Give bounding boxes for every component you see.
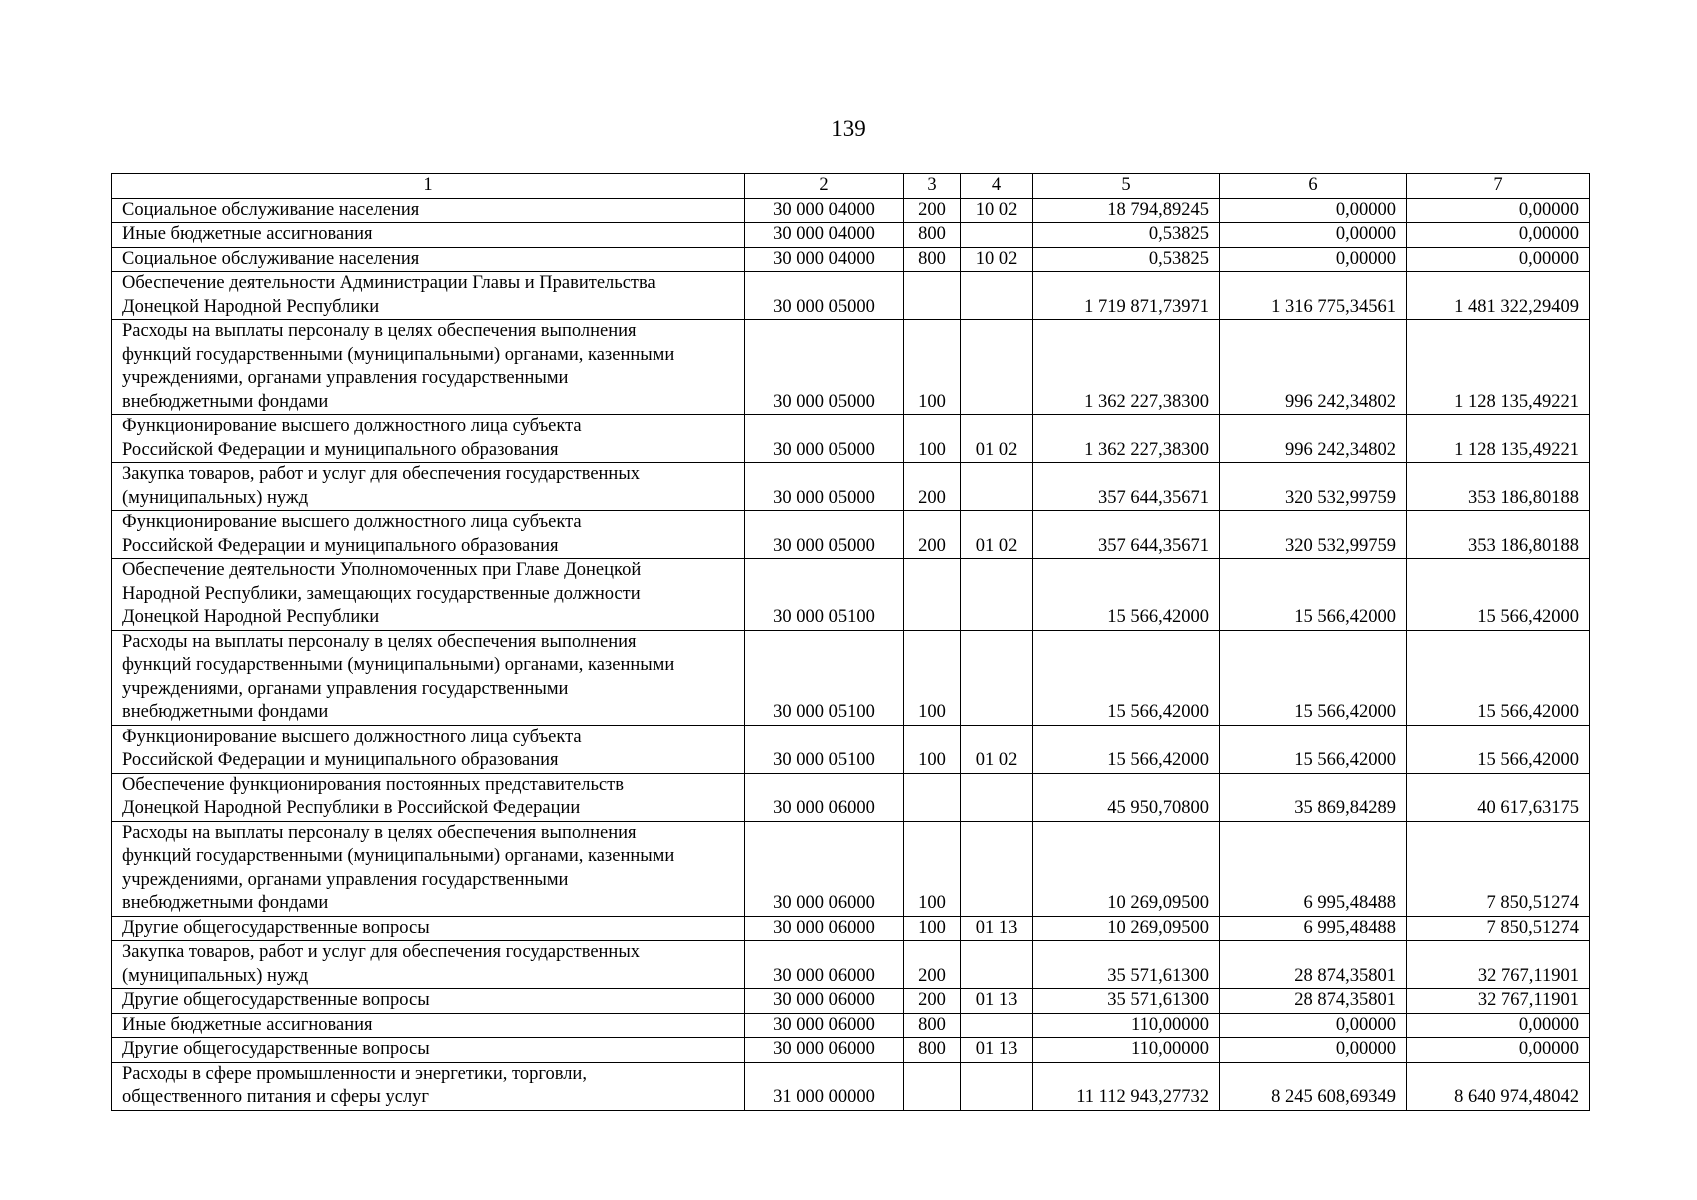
- amount-col5-cell: 45 950,70800: [1033, 773, 1220, 821]
- amount-col7-cell: 15 566,42000: [1407, 725, 1590, 773]
- section-code-cell: [961, 272, 1033, 320]
- amount-col6-cell: 28 874,35801: [1220, 941, 1407, 989]
- expense-type-cell: 100: [904, 916, 961, 941]
- target-code-cell: 30 000 05000: [745, 463, 904, 511]
- row-name-line: Обеспечение деятельности Уполномоченных при Главе Донецкой: [122, 560, 642, 580]
- amount-col5-cell: 1 362 227,38300: [1033, 320, 1220, 415]
- expense-type-cell: 100: [904, 415, 961, 463]
- expense-type-cell: 200: [904, 989, 961, 1014]
- row-name-cell: [112, 223, 745, 248]
- target-code-cell: 30 000 06000: [745, 1038, 904, 1063]
- expense-type-cell: 100: [904, 630, 961, 725]
- amount-col6-cell: 15 566,42000: [1220, 630, 1407, 725]
- amount-col7-cell: 0,00000: [1407, 223, 1590, 248]
- row-name-cell: [112, 989, 745, 1014]
- amount-col6-cell: 0,00000: [1220, 198, 1407, 223]
- amount-col7-cell: 15 566,42000: [1407, 559, 1590, 631]
- amount-col7-cell: 32 767,11901: [1407, 989, 1590, 1014]
- amount-col5-cell: 110,00000: [1033, 1038, 1220, 1063]
- table-row: [112, 1013, 1590, 1038]
- section-code-cell: [961, 630, 1033, 725]
- row-name-line: учреждениями, органами управления государственными: [122, 678, 569, 699]
- expense-type-cell: [904, 272, 961, 320]
- target-code-cell: 30 000 06000: [745, 773, 904, 821]
- amount-col6-cell: 0,00000: [1220, 223, 1407, 248]
- expense-type-cell: [904, 773, 961, 821]
- target-code-cell: 30 000 04000: [745, 198, 904, 223]
- target-code-cell: 30 000 04000: [745, 247, 904, 272]
- expense-type-cell: 100: [904, 821, 961, 916]
- row-name-cell: [112, 725, 745, 773]
- expense-type-cell: 800: [904, 223, 961, 248]
- expense-type-cell: 800: [904, 247, 961, 272]
- row-name-line: Народной Республики, замещающих государственные должности: [122, 583, 641, 604]
- column-number-row: [112, 174, 1590, 199]
- amount-col6-cell: 0,00000: [1220, 247, 1407, 272]
- amount-col5-cell: 35 571,61300: [1033, 989, 1220, 1014]
- section-code-cell: 01 13: [961, 1038, 1033, 1063]
- table-row: [112, 320, 1590, 415]
- row-name-cell: [112, 198, 745, 223]
- amount-col6-cell: 320 532,99759: [1220, 511, 1407, 559]
- row-name-cell: [112, 511, 745, 559]
- section-code-cell: [961, 559, 1033, 631]
- section-code-cell: 01 13: [961, 989, 1033, 1014]
- amount-col5-cell: 15 566,42000: [1033, 725, 1220, 773]
- row-name-cell: [112, 247, 745, 272]
- column-number-5: 5: [1033, 174, 1220, 199]
- amount-col6-cell: 996 242,34802: [1220, 320, 1407, 415]
- expense-type-cell: 200: [904, 198, 961, 223]
- column-number-2: 2: [745, 174, 904, 199]
- amount-col7-cell: 40 617,63175: [1407, 773, 1590, 821]
- row-name-line: Закупка товаров, работ и услуг для обеспечения государственных: [122, 942, 641, 962]
- amount-col7-cell: 8 640 974,48042: [1407, 1062, 1590, 1110]
- expense-type-cell: 800: [904, 1038, 961, 1063]
- row-name-line: Социальное обслуживание населения: [122, 248, 420, 269]
- amount-col7-cell: 1 128 135,49221: [1407, 320, 1590, 415]
- budget-table: [111, 173, 1590, 1111]
- target-code-cell: 30 000 05000: [745, 272, 904, 320]
- target-code-cell: 30 000 06000: [745, 989, 904, 1014]
- amount-col7-cell: 353 186,80188: [1407, 511, 1590, 559]
- section-code-cell: 10 02: [961, 198, 1033, 223]
- expense-type-cell: 100: [904, 725, 961, 773]
- amount-col5-cell: 10 269,09500: [1033, 821, 1220, 916]
- row-name-line: (муниципальных) нужд: [122, 487, 309, 508]
- table-row: [112, 821, 1590, 916]
- amount-col6-cell: 6 995,48488: [1220, 821, 1407, 916]
- amount-col5-cell: 357 644,35671: [1033, 511, 1220, 559]
- row-name-cell: [112, 630, 745, 725]
- expense-type-cell: 200: [904, 941, 961, 989]
- amount-col7-cell: 7 850,51274: [1407, 821, 1590, 916]
- amount-col6-cell: 320 532,99759: [1220, 463, 1407, 511]
- row-name-cell: [112, 941, 745, 989]
- row-name-line: Социальное обслуживание населения: [122, 199, 420, 220]
- row-name-line: Обеспечение функционирования постоянных представительств: [122, 774, 624, 795]
- row-name-line: Российской Федерации и муниципального образования: [122, 750, 559, 770]
- amount-col5-cell: 15 566,42000: [1033, 559, 1220, 631]
- section-code-cell: [961, 941, 1033, 989]
- amount-col7-cell: 1 128 135,49221: [1407, 415, 1590, 463]
- section-code-cell: 01 13: [961, 916, 1033, 941]
- row-name-line: Другие общегосударственные вопросы: [122, 990, 430, 1010]
- row-name-line: Расходы на выплаты персоналу в целях обеспечения выполнения: [122, 822, 637, 843]
- row-name-cell: [112, 1013, 745, 1038]
- column-number-3: 3: [904, 174, 961, 199]
- row-name-line: учреждениями, органами управления государственными: [122, 368, 569, 388]
- column-number-7: 7: [1407, 174, 1590, 199]
- row-name-cell: [112, 559, 745, 631]
- target-code-cell: 30 000 06000: [745, 941, 904, 989]
- row-name-line: Расходы на выплаты персоналу в целях обеспечения выполнения: [122, 631, 637, 652]
- section-code-cell: [961, 463, 1033, 511]
- column-number-1: 1: [112, 174, 745, 199]
- amount-col7-cell: 353 186,80188: [1407, 463, 1590, 511]
- section-code-cell: 10 02: [961, 247, 1033, 272]
- row-name-cell: [112, 320, 745, 415]
- row-name-line: функций государственными (муниципальными) органами, казенными: [122, 344, 675, 365]
- table-row: [112, 725, 1590, 773]
- row-name-line: Донецкой Народной Республики: [122, 607, 380, 627]
- target-code-cell: 30 000 05000: [745, 511, 904, 559]
- row-name-line: внебюджетными фондами: [122, 391, 329, 412]
- section-code-cell: [961, 320, 1033, 415]
- row-name-line: Донецкой Народной Республики в Российской Федерации: [122, 798, 581, 818]
- target-code-cell: 30 000 06000: [745, 821, 904, 916]
- amount-col6-cell: 996 242,34802: [1220, 415, 1407, 463]
- row-name-line: Расходы на выплаты персоналу в целях обеспечения выполнения: [122, 321, 637, 341]
- row-name-cell: [112, 1038, 745, 1063]
- table-row: [112, 916, 1590, 941]
- row-name-line: Функционирование высшего должностного лица субъекта: [122, 416, 582, 436]
- expense-type-cell: 200: [904, 511, 961, 559]
- section-code-cell: [961, 223, 1033, 248]
- section-code-cell: 01 02: [961, 415, 1033, 463]
- table-row: [112, 630, 1590, 725]
- amount-col7-cell: 32 767,11901: [1407, 941, 1590, 989]
- row-name-line: Донецкой Народной Республики: [122, 296, 380, 317]
- target-code-cell: 30 000 06000: [745, 916, 904, 941]
- table-row: [112, 989, 1590, 1014]
- section-code-cell: [961, 1062, 1033, 1110]
- table-row: [112, 198, 1590, 223]
- expense-type-cell: 200: [904, 463, 961, 511]
- amount-col7-cell: 1 481 322,29409: [1407, 272, 1590, 320]
- amount-col5-cell: 15 566,42000: [1033, 630, 1220, 725]
- amount-col5-cell: 1 719 871,73971: [1033, 272, 1220, 320]
- target-code-cell: 31 000 00000: [745, 1062, 904, 1110]
- row-name-line: Закупка товаров, работ и услуг для обеспечения государственных: [122, 464, 641, 484]
- amount-col6-cell: 1 316 775,34561: [1220, 272, 1407, 320]
- row-name-line: Функционирование высшего должностного лица субъекта: [122, 512, 582, 532]
- column-number-6: 6: [1220, 174, 1407, 199]
- amount-col7-cell: 0,00000: [1407, 247, 1590, 272]
- amount-col5-cell: 18 794,89245: [1033, 198, 1220, 223]
- amount-col5-cell: 10 269,09500: [1033, 916, 1220, 941]
- table-row: [112, 247, 1590, 272]
- target-code-cell: 30 000 05000: [745, 320, 904, 415]
- section-code-cell: [961, 821, 1033, 916]
- row-name-line: Российской Федерации и муниципального образования: [122, 439, 559, 460]
- amount-col7-cell: 7 850,51274: [1407, 916, 1590, 941]
- table-row: [112, 272, 1590, 320]
- row-name-line: внебюджетными фондами: [122, 893, 329, 913]
- expense-type-cell: [904, 559, 961, 631]
- target-code-cell: 30 000 05100: [745, 559, 904, 631]
- row-name-line: общественного питания и сферы услуг: [122, 1087, 430, 1107]
- section-code-cell: 01 02: [961, 725, 1033, 773]
- row-name-line: Иные бюджетные ассигнования: [122, 1014, 373, 1035]
- row-name-line: (муниципальных) нужд: [122, 965, 309, 986]
- row-name-line: Расходы в сфере промышленности и энергетики, торговли,: [122, 1063, 587, 1084]
- amount-col6-cell: 35 869,84289: [1220, 773, 1407, 821]
- row-name-line: Функционирование высшего должностного лица субъекта: [122, 726, 582, 747]
- row-name-line: Другие общегосударственные вопросы: [122, 917, 430, 938]
- amount-col6-cell: 15 566,42000: [1220, 559, 1407, 631]
- page-number: 139: [831, 116, 866, 141]
- amount-col5-cell: 0,53825: [1033, 223, 1220, 248]
- amount-col5-cell: 11 112 943,27732: [1033, 1062, 1220, 1110]
- row-name-line: Другие общегосударственные вопросы: [122, 1039, 430, 1059]
- table-row: [112, 223, 1590, 248]
- row-name-line: внебюджетными фондами: [122, 702, 329, 722]
- row-name-cell: [112, 821, 745, 916]
- amount-col7-cell: 0,00000: [1407, 1013, 1590, 1038]
- amount-col7-cell: 0,00000: [1407, 198, 1590, 223]
- row-name-cell: [112, 773, 745, 821]
- table-row: [112, 415, 1590, 463]
- expense-type-cell: 100: [904, 320, 961, 415]
- row-name-line: Иные бюджетные ассигнования: [122, 224, 373, 244]
- target-code-cell: 30 000 04000: [745, 223, 904, 248]
- table-row: [112, 773, 1590, 821]
- amount-col6-cell: 8 245 608,69349: [1220, 1062, 1407, 1110]
- expense-type-cell: 800: [904, 1013, 961, 1038]
- section-code-cell: [961, 1013, 1033, 1038]
- row-name-cell: [112, 1062, 745, 1110]
- table-row: [112, 1062, 1590, 1110]
- row-name-line: учреждениями, органами управления государственными: [122, 869, 569, 890]
- amount-col7-cell: 0,00000: [1407, 1038, 1590, 1063]
- section-code-cell: 01 02: [961, 511, 1033, 559]
- target-code-cell: 30 000 05100: [745, 630, 904, 725]
- table-row: [112, 463, 1590, 511]
- row-name-cell: [112, 272, 745, 320]
- amount-col7-cell: 15 566,42000: [1407, 630, 1590, 725]
- amount-col5-cell: 110,00000: [1033, 1013, 1220, 1038]
- amount-col5-cell: 1 362 227,38300: [1033, 415, 1220, 463]
- amount-col6-cell: 15 566,42000: [1220, 725, 1407, 773]
- amount-col5-cell: 357 644,35671: [1033, 463, 1220, 511]
- target-code-cell: 30 000 06000: [745, 1013, 904, 1038]
- amount-col5-cell: 0,53825: [1033, 247, 1220, 272]
- row-name-cell: [112, 415, 745, 463]
- table-row: [112, 559, 1590, 631]
- amount-col5-cell: 35 571,61300: [1033, 941, 1220, 989]
- row-name-line: функций государственными (муниципальными) органами, казенными: [122, 846, 675, 866]
- row-name-line: Обеспечение деятельности Администрации Главы и Правительства: [122, 273, 656, 293]
- expense-type-cell: [904, 1062, 961, 1110]
- amount-col6-cell: 0,00000: [1220, 1038, 1407, 1063]
- target-code-cell: 30 000 05000: [745, 415, 904, 463]
- table-row: [112, 941, 1590, 989]
- column-number-4: 4: [961, 174, 1033, 199]
- section-code-cell: [961, 773, 1033, 821]
- table-row: [112, 511, 1590, 559]
- target-code-cell: 30 000 05100: [745, 725, 904, 773]
- table-body: [112, 198, 1590, 1110]
- amount-col6-cell: 6 995,48488: [1220, 916, 1407, 941]
- amount-col6-cell: 28 874,35801: [1220, 989, 1407, 1014]
- row-name-line: функций государственными (муниципальными) органами, казенными: [122, 655, 675, 675]
- amount-col6-cell: 0,00000: [1220, 1013, 1407, 1038]
- table-row: [112, 1038, 1590, 1063]
- row-name-line: Российской Федерации и муниципального образования: [122, 535, 559, 556]
- row-name-cell: [112, 463, 745, 511]
- row-name-cell: [112, 916, 745, 941]
